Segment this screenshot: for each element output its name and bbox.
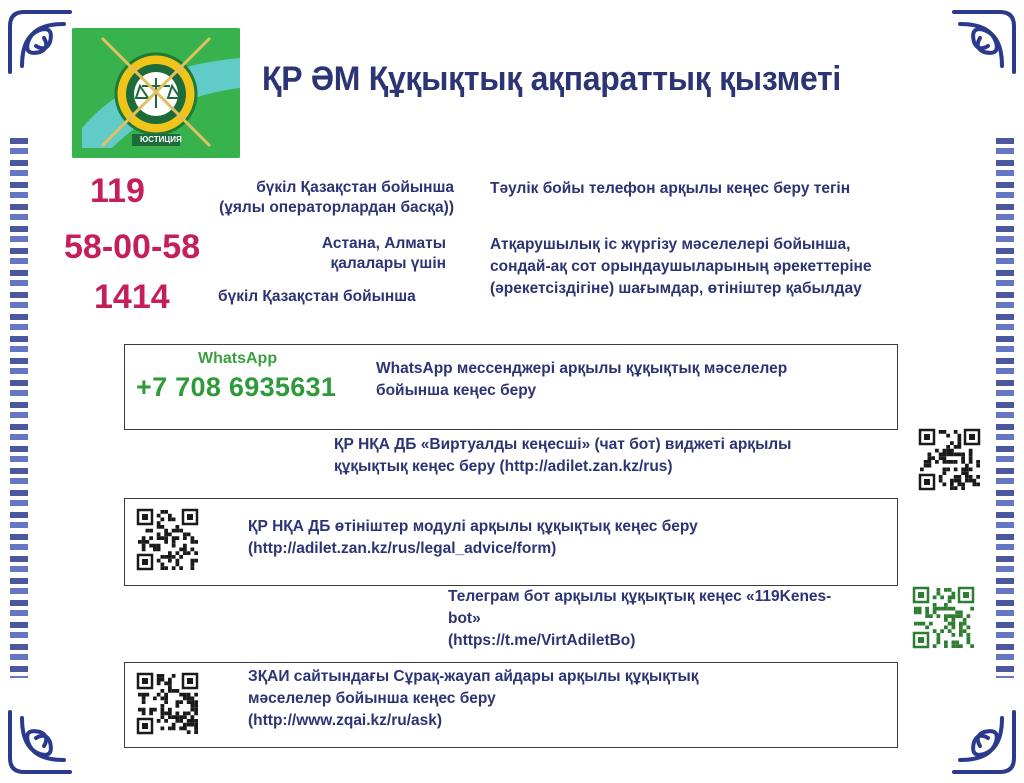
chatbot-qr-code-icon[interactable] bbox=[918, 428, 982, 492]
telegram-qr-code-icon[interactable] bbox=[912, 586, 976, 650]
hotline-1414-scope: бүкіл Қазақстан бойынша bbox=[218, 288, 416, 305]
hotline-119-number: 119 bbox=[90, 172, 145, 210]
ornament-bottom-right-icon bbox=[948, 706, 1020, 778]
logo-caption: ЮСТИЦИЯ bbox=[140, 135, 182, 144]
form-description: ҚР НҚА ДБ өтініштер модулі арқылы құқықтық кеңес беру (http://adilet.zan.kz/rus/legal_advice/form) bbox=[248, 518, 698, 557]
left-ornament-border bbox=[10, 138, 28, 678]
whatsapp-number[interactable]: +7 708 6935631 bbox=[136, 372, 337, 402]
hotline-enforcement-description: Атқарушылық іс жүргізу мәселелері бойынша, сондай-ақ сот орындаушыларының әрекеттеріне (әрекетсіздігіне) шағымдар, өтініштер қабылдау bbox=[490, 236, 872, 297]
ornament-top-left-icon bbox=[4, 6, 76, 78]
ornament-top-right-icon bbox=[948, 6, 1020, 78]
right-ornament-border bbox=[996, 138, 1014, 678]
page-title: ҚР ӘМ Құқықтық ақпараттық қызметі bbox=[262, 60, 842, 98]
whatsapp-description: WhatsApp мессенджері арқылы құқықтық мәселелер бойынша кеңес беру bbox=[376, 360, 788, 399]
telegram-description: Телеграм бот арқылы құқықтық кеңес «119Kenes- bot» (https://t.me/VirtAdiletBo) bbox=[448, 588, 832, 649]
zqai-description: ЗҚАИ сайтындағы Сұрақ-жауап айдары арқылы құқықтық мәселелер бойынша кеңес беру (http://www.zqai.kz/ru/ask) bbox=[248, 668, 699, 729]
ministry-logo bbox=[72, 28, 240, 158]
hotline-580058-scope: Астана, Алматы қалалары үшін bbox=[321, 235, 446, 272]
hotline-1414-number: 1414 bbox=[94, 278, 170, 316]
form-qr-code-icon[interactable] bbox=[136, 508, 200, 572]
zqai-qr-code-icon[interactable] bbox=[136, 672, 200, 736]
chatbot-description: ҚР НҚА ДБ «Виртуалды кеңесші» (чат бот) виджеті арқылы құқықтық кеңес беру (http://adilet.zan.kz/rus) bbox=[334, 436, 792, 475]
hotline-119-scope: бүкіл Қазақстан бойынша (ұялы операторлардан басқа)) bbox=[219, 179, 454, 216]
hotline-580058-number: 58-00-58 bbox=[64, 228, 201, 266]
whatsapp-label: WhatsApp bbox=[198, 350, 278, 367]
ornament-bottom-left-icon bbox=[4, 706, 76, 778]
hotline-free-description: Тәулік бойы телефон арқылы кеңес беру тегін bbox=[490, 180, 851, 197]
